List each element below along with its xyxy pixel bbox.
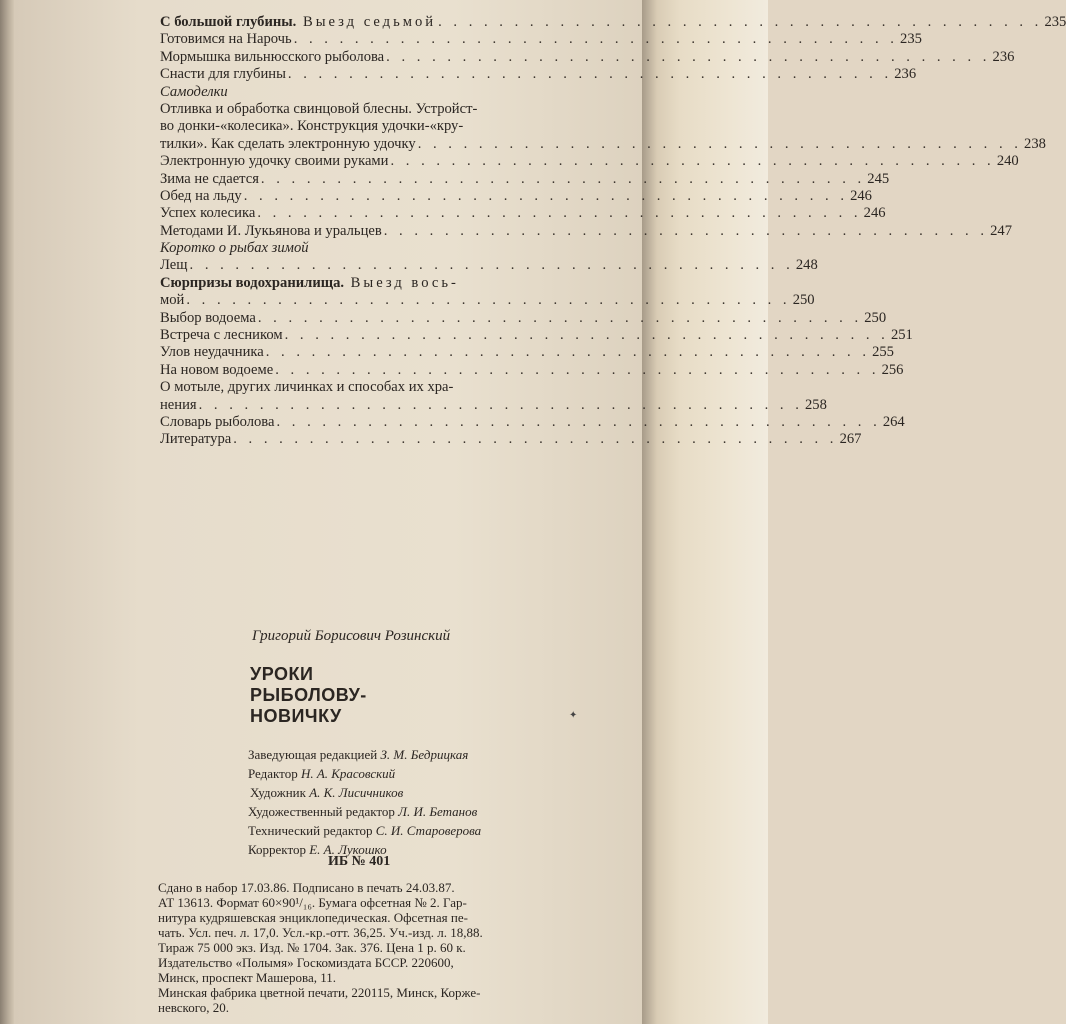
toc-entry-text — [160, 14, 436, 31]
staff-role: Художественный редактор — [248, 804, 395, 819]
book-spine-shadow — [0, 0, 14, 1024]
staff-role: Заведующая редакцией — [248, 747, 378, 762]
toc-entry — [160, 31, 922, 48]
toc-page-number: 247 — [990, 222, 1012, 239]
imprint-line: нитура кудряшевская энциклопедическая. Офсетная пе- — [158, 910, 468, 925]
toc-page-number: 264 — [882, 413, 905, 430]
toc-entry — [160, 396, 827, 414]
toc-entry — [160, 292, 815, 309]
toc-entry — [160, 222, 1012, 240]
imprint-line: АТ 13613. Формат 60×90¹/₁₆. Бумага офсетная № 2. Гар- — [158, 895, 467, 910]
table-of-contents — [160, 13, 1066, 449]
toc-entry — [160, 309, 887, 327]
toc-entry-text: О мотыле, других личинках и способах их хра- — [160, 379, 454, 396]
imprint-line: Минск, проспект Машерова, 11. — [158, 970, 337, 985]
staff-name: Л. И. Бетанов — [398, 804, 478, 819]
toc-page-number: 256 — [881, 361, 904, 378]
toc-entry-text: Лещ — [160, 257, 188, 274]
toc-leader-dots: . . . . . . . . . . . . . . . . . . . . . . . . . . . . . . . . . . . . . . . . — [383, 222, 988, 239]
staff-role: Редактор — [248, 766, 298, 781]
toc-leader-dots: . . . . . . . . . . . . . . . . . . . . . . . . . . . . . . . . . . . . . . . . — [287, 66, 893, 83]
toc-leader-dots: . . . . . . . . . . . . . . . . . . . . . . . . . . . . . . . . . . . . . . . . — [386, 48, 991, 65]
toc-entry-text: Самоделки — [160, 83, 228, 100]
toc-entry-text: Улов неудачника — [160, 344, 264, 361]
toc-entry — [160, 275, 590, 292]
toc-entry-text: нения — [160, 396, 197, 413]
toc-page-number: 250 — [792, 292, 815, 309]
toc-page-number: 258 — [804, 396, 827, 413]
toc-entry-text: мой — [160, 292, 185, 309]
imprint-line: Минская фабрика цветной печати, 220115, Минск, Корже- — [158, 985, 481, 1000]
toc-leader-dots: . . . . . . . . . . . . . . . . . . . . . . . . . . . . . . . . . . . . . . . . — [233, 431, 838, 448]
chapter-subtitle: Выезд седьмой — [296, 13, 437, 30]
toc-page-number: 251 — [890, 327, 913, 344]
imprint-line: Издательство «Полымя» Госкомиздата БССР. 220600, — [158, 955, 454, 970]
author-name: Григорий Борисович Розинский — [252, 628, 451, 644]
toc-entry-text: Электронную удочку своими руками — [160, 153, 389, 170]
toc-entry — [160, 361, 904, 379]
toc-page-number: 240 — [996, 153, 1019, 170]
toc-entry — [160, 84, 590, 101]
ib-number: ИБ № 401 — [328, 854, 391, 869]
staff-row — [248, 745, 481, 764]
toc-entry-text: тилки». Как сделать электронную удочку — [160, 135, 416, 152]
staff-name: С. И. Староверова — [375, 823, 482, 838]
toc-entry-text: Успех колесика — [160, 205, 256, 222]
toc-entry — [160, 101, 590, 118]
toc-page-number: 236 — [992, 48, 1015, 65]
staff-row — [248, 783, 481, 802]
staff-role: Технический редактор — [248, 823, 373, 838]
chapter-title: С большой глубины. — [160, 13, 297, 30]
toc-entry-text: Готовимся на Нарочь — [160, 31, 292, 48]
toc-leader-dots: . . . . . . . . . . . . . . . . . . . . . . . . . . . . . . . . . . . . . . . . — [275, 361, 880, 378]
staff-row — [248, 764, 481, 783]
staff-role: Корректор — [248, 842, 306, 857]
staff-name: А. К. Лисичников — [309, 785, 404, 800]
toc-entry — [160, 135, 1046, 153]
toc-entry — [160, 413, 905, 431]
toc-entry-text: На новом водоеме — [160, 361, 274, 378]
toc-entry — [160, 379, 590, 396]
toc-leader-dots: . . . . . . . . . . . . . . . . . . . . . . . . . . . . . . . . . . . . . . . . — [189, 257, 794, 274]
toc-leader-dots: . . . . . . . . . . . . . . . . . . . . . . . . . . . . . . . . . . . . . . . . — [438, 13, 1043, 30]
toc-page-number: 235 — [900, 31, 922, 48]
toc-entry — [160, 48, 1015, 66]
title-line: РЫБОЛОВУ- — [250, 685, 367, 705]
toc-entry — [160, 344, 894, 361]
toc-page-number: 248 — [795, 257, 818, 274]
toc-leader-dots: . . . . . . . . . . . . . . . . . . . . . . . . . . . . . . . . . . . . . . . . — [390, 153, 995, 170]
imprint-line: Тираж 75 000 экз. Изд. № 1704. Зак. 376. Цена 1 р. 60 к. — [158, 940, 466, 955]
toc-page-number: 235 — [1044, 13, 1066, 30]
staff-name: Е. А. Лукошко — [309, 842, 387, 857]
print-imprint — [158, 880, 586, 1015]
staff-row — [248, 802, 481, 821]
staff-name: З. М. Бедрицкая — [380, 747, 469, 762]
toc-entry-text: Методами И. Лукьянова и уральцев — [160, 222, 382, 239]
toc-page-number: 255 — [872, 344, 894, 361]
book-title — [250, 664, 367, 727]
toc-leader-dots: . . . . . . . . . . . . . . . . . . . . . . . . . . . . . . . . . . . . . . . . — [260, 170, 866, 187]
page-speck: ✦ — [569, 710, 578, 721]
toc-entry — [160, 170, 890, 188]
toc-entry — [160, 205, 886, 222]
toc-page-number: 236 — [894, 66, 917, 83]
toc-entry-text: во донки-«колесика». Конструкция удочки-«кру- — [160, 118, 464, 135]
toc-entry-text — [160, 275, 459, 291]
staff-role: Художник — [250, 785, 306, 800]
staff-name: Н. А. Красовский — [300, 766, 396, 781]
toc-entry — [160, 118, 590, 135]
imprint-line: чать. Усл. печ. л. 17,0. Усл.-кр.-отт. 36,25. Уч.-изд. л. 18,88. — [158, 925, 483, 940]
toc-leader-dots: . . . . . . . . . . . . . . . . . . . . . . . . . . . . . . . . . . . . . . . . — [276, 413, 881, 430]
toc-entry — [160, 257, 818, 274]
toc-page-number: 246 — [850, 187, 872, 204]
toc-leader-dots: . . . . . . . . . . . . . . . . . . . . . . . . . . . . . . . . . . . . . . . . — [293, 31, 898, 48]
toc-leader-dots: . . . . . . . . . . . . . . . . . . . . . . . . . . . . . . . . . . . . . . . . — [417, 135, 1022, 152]
toc-page-number: 267 — [839, 431, 862, 448]
toc-entry-text: Мормышка вильнюсского рыболова — [160, 48, 385, 65]
toc-entry — [160, 153, 1019, 170]
toc-page-number: 238 — [1024, 135, 1046, 152]
chapter-subtitle: Выезд вось- — [344, 274, 459, 291]
toc-leader-dots: . . . . . . . . . . . . . . . . . . . . . . . . . . . . . . . . . . . . . . . . — [284, 327, 889, 344]
toc-entry-text: Снасти для глубины — [160, 66, 286, 83]
toc-entry — [160, 327, 913, 344]
toc-leader-dots: . . . . . . . . . . . . . . . . . . . . . . . . . . . . . . . . . . . . . . . . — [198, 396, 803, 413]
toc-entry-text: Словарь рыболова — [160, 413, 275, 430]
toc-leader-dots: . . . . . . . . . . . . . . . . . . . . . . . . . . . . . . . . . . . . . . . . — [257, 309, 863, 326]
title-line: НОВИЧКУ — [250, 706, 342, 726]
toc-entry-text: Встреча с лесником — [160, 327, 283, 344]
staff-row — [248, 821, 481, 840]
toc-entry-text: Отливка и обработка свинцовой блесны. Устройст- — [160, 100, 478, 117]
imprint-line: невского, 20. — [158, 1000, 229, 1015]
toc-entry-text: Коротко о рыбах зимой — [160, 240, 309, 257]
toc-entry — [160, 240, 590, 257]
toc-page-number: 250 — [864, 309, 887, 326]
toc-entry — [160, 66, 917, 83]
toc-entry-text: Выбор водоема — [160, 309, 256, 326]
toc-entry — [160, 187, 872, 205]
toc-leader-dots: . . . . . . . . . . . . . . . . . . . . . . . . . . . . . . . . . . . . . . . . — [186, 292, 791, 309]
toc-leader-dots: . . . . . . . . . . . . . . . . . . . . . . . . . . . . . . . . . . . . . . . . — [257, 205, 862, 222]
toc-entry-text: Литература — [160, 431, 232, 448]
toc-entry — [160, 13, 1066, 31]
toc-leader-dots: . . . . . . . . . . . . . . . . . . . . . . . . . . . . . . . . . . . . . . . . — [265, 344, 870, 361]
chapter-title: Сюрпризы водохранилища. — [160, 274, 345, 291]
toc-page-number: 245 — [867, 170, 890, 187]
toc-entry — [160, 431, 862, 448]
toc-entry-text: Обед на льду — [160, 187, 242, 204]
imprint-line: Сдано в набор 17.03.86. Подписано в печать 24.03.87. — [158, 880, 455, 895]
title-line: УРОКИ — [250, 664, 314, 684]
toc-leader-dots: . . . . . . . . . . . . . . . . . . . . . . . . . . . . . . . . . . . . . . . . — [243, 187, 848, 204]
toc-page-number: 246 — [863, 205, 886, 222]
toc-entry-text: Зима не сдается — [160, 170, 259, 187]
editorial-staff — [248, 745, 481, 859]
